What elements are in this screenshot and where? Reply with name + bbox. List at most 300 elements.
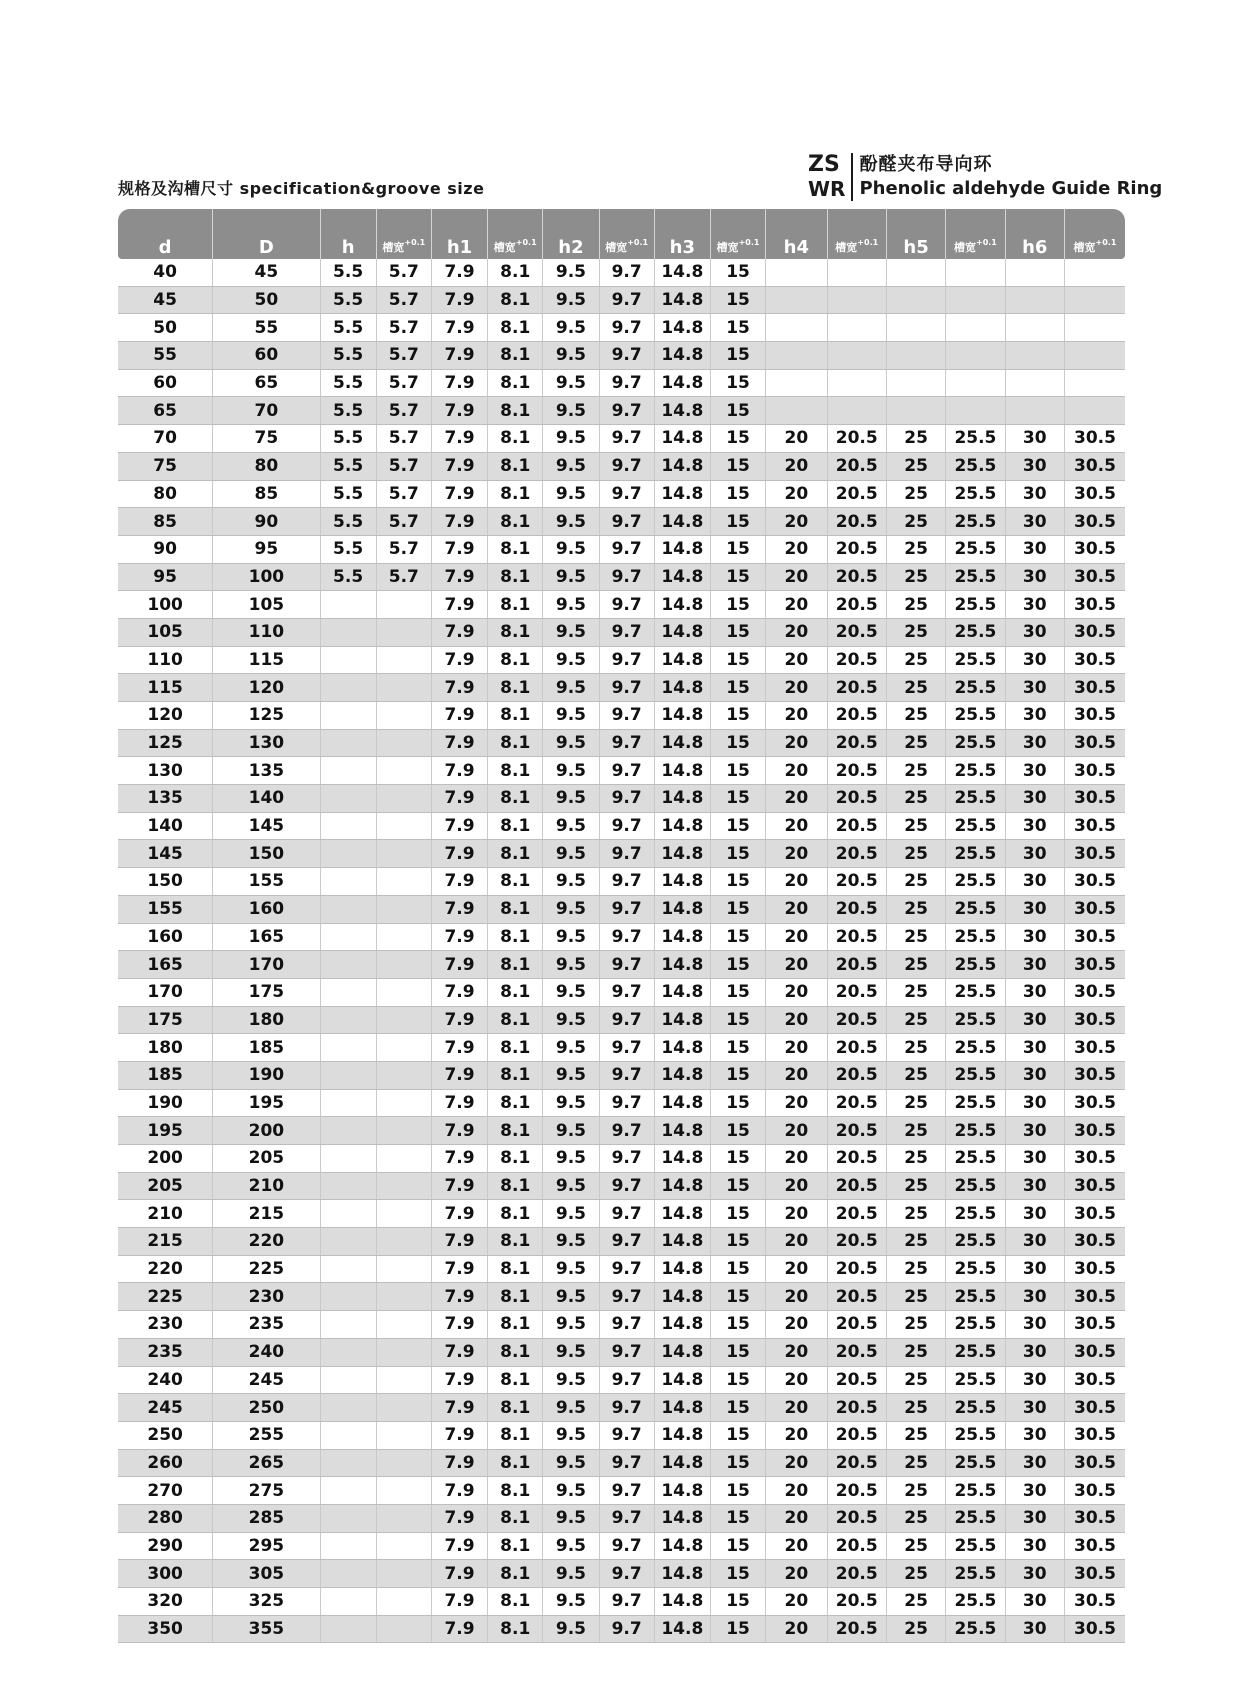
table-cell: 7.9 [431,397,487,425]
table-cell: 20.5 [827,1338,886,1366]
brand-name-en: Phenolic aldehyde Guide Ring [859,178,1163,199]
table-cell: 75 [118,452,213,480]
table-cell: 30.5 [1064,674,1125,702]
column-header [213,209,320,259]
table-cell: 30.5 [1064,757,1125,785]
table-cell: 9.7 [599,1588,654,1616]
table-cell: 9.5 [543,563,599,591]
table-cell: 8.1 [488,1200,543,1228]
table-cell: 9.7 [599,702,654,730]
table-row [118,951,1125,979]
table-cell: 7.9 [431,1089,487,1117]
table-cell: 30 [1005,1504,1064,1532]
table-cell: 25 [886,480,945,508]
table-cell: 30.5 [1064,1615,1125,1643]
table-cell: 30.5 [1064,1504,1125,1532]
table-cell: 7.9 [431,757,487,785]
table-cell: 25 [886,702,945,730]
table-cell: 270 [118,1477,213,1505]
table-cell: 30 [1005,1255,1064,1283]
table-cell: 14.8 [654,1089,710,1117]
table-cell: 5.7 [376,397,431,425]
table-cell [1005,342,1064,370]
table-cell: 20 [766,563,827,591]
table-cell: 8.1 [488,342,543,370]
table-cell: 55 [213,314,320,342]
table-cell: 20.5 [827,591,886,619]
table-cell: 20.5 [827,646,886,674]
table-cell: 8.1 [488,1366,543,1394]
table-cell: 20 [766,895,827,923]
table-row [118,1588,1125,1616]
table-cell: 30 [1005,1532,1064,1560]
table-cell [376,1588,431,1616]
table-cell: 15 [710,1560,765,1588]
table-row [118,1200,1125,1228]
table-cell: 20.5 [827,951,886,979]
table-cell: 30.5 [1064,812,1125,840]
table-cell: 25.5 [946,1089,1005,1117]
table-cell: 25 [886,1200,945,1228]
table-cell: 15 [710,757,765,785]
table-cell [320,757,376,785]
table-cell: 15 [710,1145,765,1173]
table-cell: 9.5 [543,785,599,813]
table-cell: 9.7 [599,895,654,923]
table-cell: 9.5 [543,674,599,702]
table-cell: 14.8 [654,286,710,314]
table-cell: 15 [710,1034,765,1062]
table-cell: 100 [213,563,320,591]
table-cell: 30.5 [1064,1449,1125,1477]
table-cell [320,1228,376,1256]
table-cell [376,895,431,923]
brand-text [853,153,1162,201]
table-row [118,425,1125,453]
table-cell: 8.1 [488,314,543,342]
table-cell: 15 [710,1200,765,1228]
table-cell: 14.8 [654,1615,710,1643]
table-cell: 30 [1005,868,1064,896]
table-cell: 7.9 [431,508,487,536]
table-cell: 8.1 [488,1338,543,1366]
table-cell: 9.5 [543,452,599,480]
table-cell: 25.5 [946,951,1005,979]
table-cell: 135 [118,785,213,813]
table-row [118,923,1125,951]
table-cell: 9.7 [599,1089,654,1117]
table-cell [376,1449,431,1477]
table-cell: 14.8 [654,508,710,536]
table-row [118,342,1125,370]
table-row [118,868,1125,896]
table-cell: 230 [213,1283,320,1311]
table-cell: 185 [213,1034,320,1062]
table-cell: 30 [1005,1006,1064,1034]
table-cell: 15 [710,563,765,591]
table-cell: 165 [213,923,320,951]
table-cell: 20 [766,1061,827,1089]
table-cell: 75 [213,425,320,453]
table-cell: 8.1 [488,508,543,536]
table-cell: 25.5 [946,535,1005,563]
table-cell: 9.5 [543,1449,599,1477]
table-cell: 15 [710,840,765,868]
column-header [431,209,487,259]
table-row [118,591,1125,619]
table-cell: 9.5 [543,1200,599,1228]
table-cell: 7.9 [431,369,487,397]
table-cell: 25 [886,812,945,840]
table-cell: 15 [710,259,765,286]
table-cell: 20 [766,508,827,536]
table-cell: 14.8 [654,951,710,979]
table-cell: 30.5 [1064,923,1125,951]
table-cell: 9.7 [599,342,654,370]
table-cell: 15 [710,286,765,314]
table-cell: 25.5 [946,1200,1005,1228]
table-cell [376,1200,431,1228]
table-cell: 7.9 [431,314,487,342]
table-cell: 30 [1005,1228,1064,1256]
table-cell: 9.5 [543,1394,599,1422]
column-header [543,209,599,259]
table-cell [376,702,431,730]
table-cell: 9.7 [599,1145,654,1173]
table-cell: 25 [886,1311,945,1339]
table-cell: 190 [213,1061,320,1089]
table-cell: 14.8 [654,535,710,563]
table-cell: 15 [710,535,765,563]
table-cell: 5.5 [320,369,376,397]
table-cell: 25.5 [946,1615,1005,1643]
table-cell: 9.5 [543,812,599,840]
table-cell [320,591,376,619]
table-cell: 9.5 [543,1034,599,1062]
table-cell: 25.5 [946,1117,1005,1145]
table-cell: 25 [886,674,945,702]
table-cell: 20.5 [827,618,886,646]
table-cell: 7.9 [431,1366,487,1394]
table-cell: 9.7 [599,1504,654,1532]
table-cell: 8.1 [488,674,543,702]
table-cell: 5.5 [320,508,376,536]
table-cell: 14.8 [654,1145,710,1173]
table-cell: 25.5 [946,1588,1005,1616]
table-row [118,1006,1125,1034]
table-cell: 20.5 [827,1588,886,1616]
table-cell: 105 [213,591,320,619]
table-cell: 9.5 [543,535,599,563]
table-cell: 15 [710,508,765,536]
table-cell: 20 [766,1283,827,1311]
table-cell [946,286,1005,314]
table-cell: 14.8 [654,729,710,757]
table-cell: 30 [1005,1311,1064,1339]
table-cell: 30 [1005,563,1064,591]
table-row [118,840,1125,868]
table-row [118,1477,1125,1505]
table-cell: 30.5 [1064,618,1125,646]
table-cell: 20 [766,674,827,702]
table-cell: 5.7 [376,535,431,563]
table-cell: 25 [886,951,945,979]
table-cell: 25 [886,1338,945,1366]
table-cell: 9.5 [543,480,599,508]
table-cell: 60 [213,342,320,370]
table-cell [1064,314,1125,342]
table-cell: 9.7 [599,868,654,896]
table-cell: 25.5 [946,1061,1005,1089]
table-cell: 7.9 [431,702,487,730]
table-cell: 9.7 [599,1449,654,1477]
table-cell: 9.7 [599,1034,654,1062]
table-cell: 20 [766,812,827,840]
table-cell: 290 [118,1532,213,1560]
table-cell [320,1034,376,1062]
table-cell: 20.5 [827,978,886,1006]
table-cell: 9.5 [543,1061,599,1089]
table-cell: 8.1 [488,840,543,868]
table-cell [320,1311,376,1339]
table-cell: 25.5 [946,812,1005,840]
table-cell: 30.5 [1064,1283,1125,1311]
table-cell: 30 [1005,1338,1064,1366]
table-cell: 250 [118,1421,213,1449]
column-header [1064,209,1125,259]
table-cell: 7.9 [431,840,487,868]
table-header [118,209,1125,259]
table-cell: 5.7 [376,259,431,286]
table-cell: 14.8 [654,1061,710,1089]
table-cell: 30 [1005,452,1064,480]
table-cell: 7.9 [431,1034,487,1062]
table-cell: 8.1 [488,1117,543,1145]
table-cell: 9.5 [543,397,599,425]
column-header [710,209,765,259]
table-row [118,1366,1125,1394]
table-cell: 25 [886,868,945,896]
table-cell: 20.5 [827,840,886,868]
table-cell: 30.5 [1064,508,1125,536]
table-cell: 20.5 [827,1311,886,1339]
table-cell: 30.5 [1064,535,1125,563]
table-cell: 8.1 [488,425,543,453]
table-cell: 20 [766,1089,827,1117]
table-cell: 250 [213,1394,320,1422]
table-cell: 7.9 [431,535,487,563]
table-cell: 5.7 [376,286,431,314]
brand-code-bottom: WR [808,177,846,201]
table-row [118,1532,1125,1560]
table-cell: 15 [710,1449,765,1477]
table-cell: 8.1 [488,259,543,286]
table-cell: 55 [118,342,213,370]
table-cell: 20.5 [827,923,886,951]
table-cell: 9.5 [543,369,599,397]
table-cell: 25 [886,729,945,757]
table-cell: 30 [1005,923,1064,951]
table-cell: 25.5 [946,1504,1005,1532]
table-cell: 9.5 [543,314,599,342]
table-cell: 25 [886,618,945,646]
table-cell: 30.5 [1064,425,1125,453]
table-cell: 25 [886,1061,945,1089]
table-cell: 7.9 [431,729,487,757]
table-cell: 30.5 [1064,895,1125,923]
table-cell: 30.5 [1064,1366,1125,1394]
table-cell: 80 [213,452,320,480]
table-cell: 180 [213,1006,320,1034]
table-cell: 5.7 [376,369,431,397]
table-cell: 30 [1005,1394,1064,1422]
table-cell: 25.5 [946,1560,1005,1588]
table-row [118,1338,1125,1366]
table-cell: 5.5 [320,314,376,342]
table-cell: 30.5 [1064,702,1125,730]
table-cell: 25.5 [946,1255,1005,1283]
table-cell: 5.7 [376,314,431,342]
table-cell [376,1172,431,1200]
table-cell: 14.8 [654,646,710,674]
table-cell: 30.5 [1064,951,1125,979]
column-header [946,209,1005,259]
brand-block [808,153,1162,201]
table-cell: 25 [886,895,945,923]
table-cell: 9.7 [599,535,654,563]
table-cell [766,342,827,370]
table-cell: 7.9 [431,1504,487,1532]
table-cell: 225 [118,1283,213,1311]
table-cell: 14.8 [654,1255,710,1283]
table-cell: 30.5 [1064,1477,1125,1505]
table-cell: 225 [213,1255,320,1283]
table-cell [320,1200,376,1228]
table-cell: 20 [766,1504,827,1532]
table-row [118,397,1125,425]
table-cell [766,397,827,425]
table-cell [886,314,945,342]
table-cell: 9.7 [599,1311,654,1339]
table-cell: 110 [118,646,213,674]
table-cell: 15 [710,1172,765,1200]
table-cell: 265 [213,1449,320,1477]
table-cell: 15 [710,1421,765,1449]
table-cell: 30.5 [1064,1560,1125,1588]
table-cell: 130 [213,729,320,757]
table-cell: 8.1 [488,1449,543,1477]
table-cell: 15 [710,895,765,923]
table-cell [827,342,886,370]
table-cell: 9.7 [599,840,654,868]
column-header-tolerance: +0.1 [515,238,537,247]
table-cell [376,1034,431,1062]
table-cell: 14.8 [654,1394,710,1422]
table-cell [320,1615,376,1643]
table-cell [320,840,376,868]
table-cell: 8.1 [488,1504,543,1532]
column-header [766,209,827,259]
table-cell: 25.5 [946,1172,1005,1200]
table-cell: 8.1 [488,1172,543,1200]
table-cell: 20 [766,480,827,508]
table-cell: 8.1 [488,868,543,896]
table-cell: 7.9 [431,425,487,453]
table-cell: 8.1 [488,1145,543,1173]
table-cell [376,1228,431,1256]
table-cell [376,1532,431,1560]
table-cell: 20.5 [827,1615,886,1643]
table-row [118,729,1125,757]
table-row [118,757,1125,785]
table-cell: 7.9 [431,674,487,702]
table-cell: 175 [118,1006,213,1034]
table-cell [320,1394,376,1422]
table-row [118,259,1125,286]
table-cell [1064,397,1125,425]
table-cell: 8.1 [488,1034,543,1062]
table-cell [320,1504,376,1532]
table-cell [886,369,945,397]
table-cell: 45 [213,259,320,286]
table-cell [946,397,1005,425]
table-cell: 9.7 [599,646,654,674]
table-row [118,369,1125,397]
table-row [118,646,1125,674]
column-header [886,209,945,259]
table-cell [1005,286,1064,314]
table-cell [376,1006,431,1034]
table-cell: 9.5 [543,1117,599,1145]
table-cell: 5.5 [320,480,376,508]
table-cell: 7.9 [431,868,487,896]
table-row [118,1615,1125,1643]
table-cell: 15 [710,314,765,342]
table-cell [376,1504,431,1532]
table-cell: 25 [886,1283,945,1311]
table-cell [320,951,376,979]
table-cell: 30.5 [1064,1034,1125,1062]
table-cell: 170 [213,951,320,979]
table-cell: 30 [1005,978,1064,1006]
table-cell [320,618,376,646]
table-cell: 20 [766,978,827,1006]
table-cell: 215 [213,1200,320,1228]
table-cell: 9.7 [599,1477,654,1505]
table-cell: 20.5 [827,1255,886,1283]
table-cell: 80 [118,480,213,508]
table-cell: 20 [766,1228,827,1256]
table-cell [320,1283,376,1311]
table-cell: 8.1 [488,618,543,646]
table-cell: 20 [766,452,827,480]
table-cell: 25 [886,425,945,453]
table-cell: 9.7 [599,563,654,591]
table-row [118,480,1125,508]
table-cell: 14.8 [654,702,710,730]
table-cell [376,1615,431,1643]
table-row [118,535,1125,563]
table-cell: 8.1 [488,563,543,591]
table-row [118,1394,1125,1422]
table-cell: 350 [118,1615,213,1643]
table-row [118,1421,1125,1449]
table-cell: 20 [766,1366,827,1394]
table-cell: 20 [766,1006,827,1034]
table-cell: 30 [1005,1449,1064,1477]
table-cell [376,978,431,1006]
table-cell: 9.7 [599,618,654,646]
